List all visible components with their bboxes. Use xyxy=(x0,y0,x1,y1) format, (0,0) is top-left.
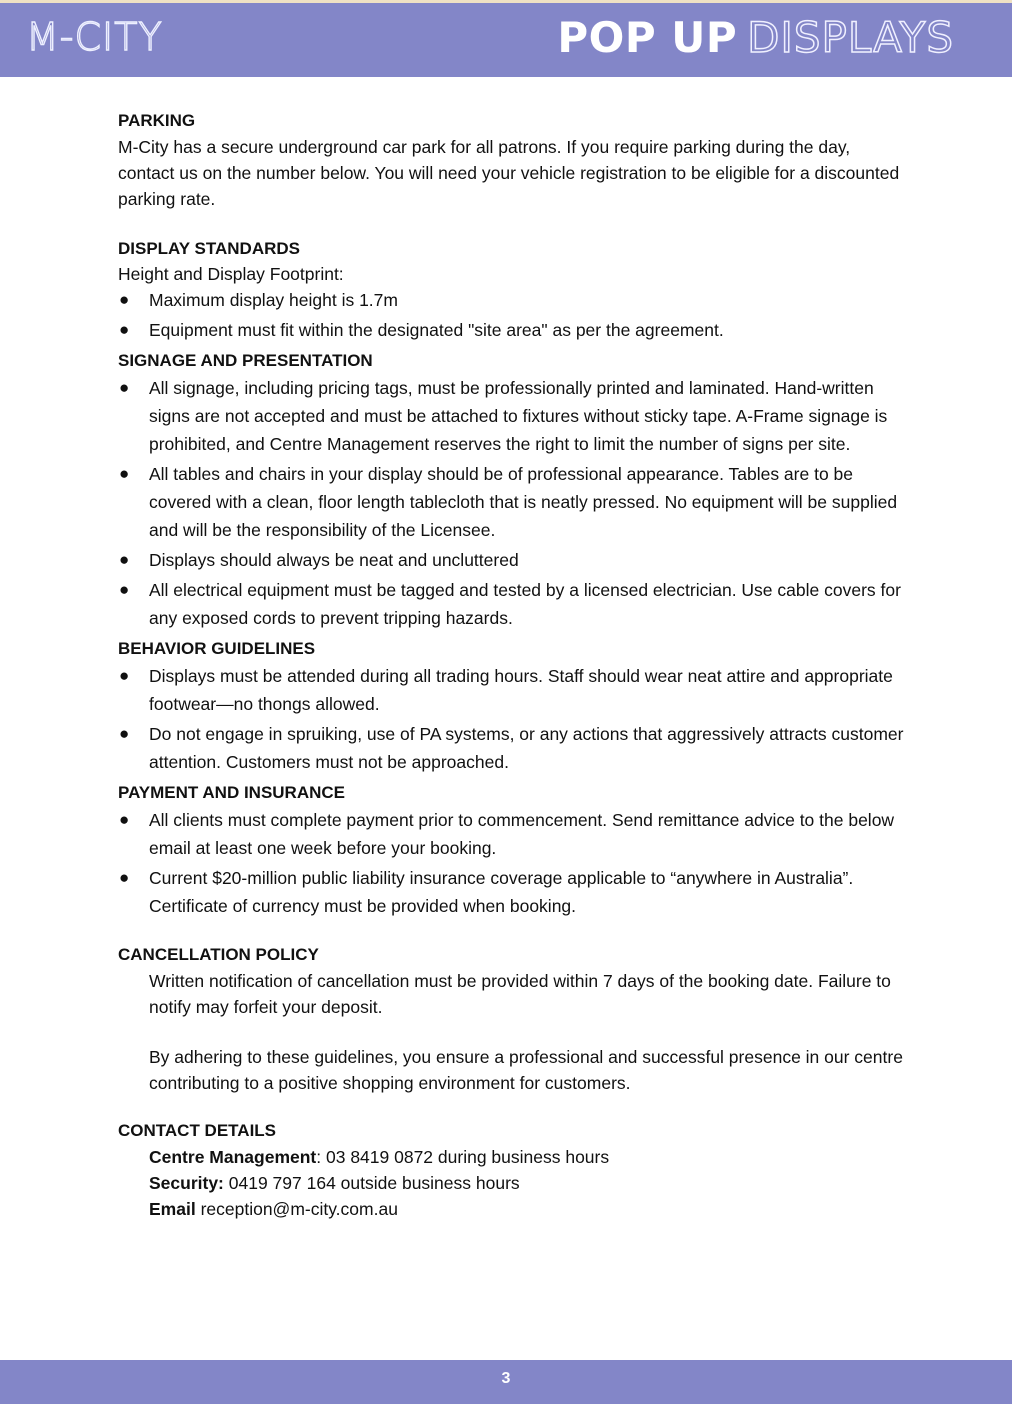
signage-list xyxy=(118,374,908,632)
behavior-section xyxy=(118,636,908,776)
contact-security xyxy=(118,1170,908,1196)
centre-label: Centre Management xyxy=(149,1147,317,1167)
list-item: ● Equipment must fit within the designated "site area" as per the agreement. xyxy=(118,316,908,344)
list-item: ● Displays should always be neat and uncluttered xyxy=(118,546,908,574)
contact-centre-management xyxy=(118,1144,908,1170)
list-item: ● Maximum display height is 1.7m xyxy=(118,286,908,314)
bullet-icon: ● xyxy=(119,290,130,309)
behavior-list xyxy=(118,662,908,776)
closing-text: By adhering to these guidelines, you ensure a professional and successful presence in our centre contributing to a positive shopping environment for customers. xyxy=(149,1047,903,1093)
bullet-icon: ● xyxy=(119,724,130,743)
m-city-logo: M-CITY xyxy=(26,15,163,59)
bullet-icon: ● xyxy=(119,666,130,685)
contact-email xyxy=(118,1196,908,1222)
parking-text: M-City has a secure underground car park for all patrons. If you require parking during the day, contact us on the number below. You will need your vehicle registration to be eligible for a discounted parking rate. xyxy=(118,137,900,209)
cancellation-text: Written notification of cancellation must be provided within 7 days of the booking date. Failure to notify may forfeit your deposit. xyxy=(149,971,891,1017)
bullet-icon: ● xyxy=(119,580,130,599)
behavior-heading: BEHAVIOR GUIDELINES xyxy=(118,639,316,658)
bullet-icon: ● xyxy=(119,550,130,569)
email-address: reception@m-city.com.au xyxy=(195,1199,398,1219)
title-outline-part: DISPLAYS xyxy=(747,13,954,62)
display-standards-section xyxy=(118,236,908,344)
signage-section xyxy=(118,348,908,632)
display-standards-heading: DISPLAY STANDARDS xyxy=(118,239,300,258)
payment-list xyxy=(118,806,908,920)
bullet-icon: ● xyxy=(119,868,130,887)
list-item: ● Displays must be attended during all trading hours. Staff should wear neat attire and appropriate footwear—no thongs allowed. xyxy=(118,662,908,718)
title-bold-part: POP UP xyxy=(557,13,738,62)
parking-section xyxy=(118,108,908,212)
bullet-icon: ● xyxy=(119,378,130,397)
email-label: Email xyxy=(149,1199,196,1219)
list-item: ● Current $20-million public liability insurance coverage applicable to “anywhere in Australia”. Certificate of currency must be provided when booking. xyxy=(118,864,908,920)
bullet-icon: ● xyxy=(119,810,130,829)
display-standards-subheading: Height and Display Footprint: xyxy=(118,264,344,284)
security-label: Security: xyxy=(149,1173,224,1193)
display-standards-list xyxy=(118,286,908,344)
contact-heading: CONTACT DETAILS xyxy=(118,1121,277,1140)
list-item: ● Do not engage in spruiking, use of PA systems, or any actions that aggressively attracts customer attention. Customers must not be approached. xyxy=(118,720,908,776)
list-item: ● All clients must complete payment prior to commencement. Send remittance advice to the below email at least one week before your booking. xyxy=(118,806,908,862)
parking-heading: PARKING xyxy=(118,111,196,130)
page-footer xyxy=(0,1360,1012,1404)
payment-section xyxy=(118,780,908,920)
list-item: ● All signage, including pricing tags, must be professionally printed and laminated. Hand-written signs are not accepted and must be attached to fixtures without sticky tape. A-Frame signage is prohibited, and Centre Management reserves the right to limit the number of signs per site. xyxy=(118,374,908,458)
cancellation-heading: CANCELLATION POLICY xyxy=(118,945,319,964)
page-number: 3 xyxy=(501,1370,511,1387)
signage-heading: SIGNAGE AND PRESENTATION xyxy=(118,351,373,370)
security-phone: 0419 797 164 outside business hours xyxy=(223,1173,520,1193)
document-body xyxy=(118,108,908,1222)
payment-heading: PAYMENT AND INSURANCE xyxy=(118,783,346,802)
contact-section xyxy=(118,1118,908,1222)
list-item: ● All electrical equipment must be tagged and tested by a licensed electrician. Use cable covers for any exposed cords to prevent tripping hazards. xyxy=(118,576,908,632)
cancellation-section xyxy=(118,942,908,1096)
page-title xyxy=(557,13,954,73)
centre-phone: : 03 8419 0872 during business hours xyxy=(316,1147,610,1167)
bullet-icon: ● xyxy=(119,320,130,339)
list-item: ● All tables and chairs in your display should be of professional appearance. Tables are to be covered with a clean, floor length tablecloth that is neatly pressed. No equipment will be supplied and will be the responsibility of the Licensee. xyxy=(118,460,908,544)
page-header xyxy=(0,0,1012,77)
bullet-icon: ● xyxy=(119,464,130,483)
